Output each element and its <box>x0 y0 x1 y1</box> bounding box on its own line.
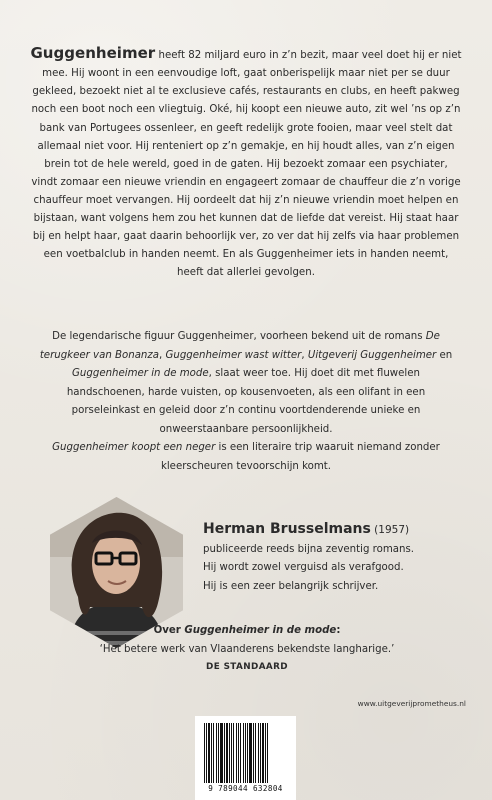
separator: en <box>436 349 453 361</box>
summary-text-1: De legendarische figuur Guggenheimer, voorheen bekend uit de romans <box>52 331 426 343</box>
blurb-paragraph <box>30 44 462 282</box>
blurb-text: heeft 82 miljard euro in z’n bezit, maar veel doet hij er niet mee. Hij woont in een eenvoudige loft, gaat onberispelijk maar niet per se duur gekleed, bezoekt niet al te exclusieve cafés, restaurants en clubs, en heeft pakweg noch een boot noch een vliegtuig. Oké, hij koopt een nieuwe auto, zit wel ’ns op z’n bank van Portugees ossenleer, en geeft redelijk grote fooien, maar veel stelt dat allemaal niet voor. Hij renteniert op z’n gemakje, en hij houdt alles, van z’n eigen brein tot de hele wereld, goed in de gaten. Hij bezoekt zomaar een psychiater, vindt zomaar een nieuwe vriendin en engageert zomaar de chauffeur die z’n vorige chauffeur moet vervangen. Hij oordeelt dat hij z’n nieuwe vriendin moet helpen en bijstaan, want volgens hem zou het kunnen dat de liefde dat vereist. Hij staat haar bij en helpt haar, gaat daarin behoorlijk ver, zo ver dat hij zelfs via haar problemen een voetbalclub in handen neemt. En als Guggenheimer iets in handen neemt, heeft dat allerlei gevolgen. <box>31 50 462 279</box>
barcode-bar <box>268 723 269 783</box>
summary-text-2: , slaat weer toe. Hij doet dit met fluwelen handschoenen, harde vuisten, op kousenvoeten, als een olifant in een porseleinkast en geleid door z’n continu voortdenderende unieke en onweerstaanbare persoonlijkheid. <box>66 368 426 435</box>
title-wast-witter: Guggenheimer wast witter <box>165 349 302 361</box>
title-current-book: Guggenheimer koopt een neger <box>52 442 216 454</box>
barcode <box>195 716 296 800</box>
author-bio-line: Hij wordt zowel verguisd als verafgood. <box>203 562 404 573</box>
review-quote: ‘Het betere werk van Vlaanderens bekendste langharige.’ <box>99 643 395 655</box>
author-bio-line: Hij is een zeer belangrijk schrijver. <box>203 580 379 592</box>
title-in-de-mode: Guggenheimer in de mode <box>72 368 209 380</box>
blurb-lead-word: Guggenheimer <box>30 44 156 63</box>
title-bonanza: De terugkeer van Bonanza <box>39 331 440 361</box>
author-bio <box>203 520 463 596</box>
summary-paragraph <box>34 328 458 476</box>
review-heading-colon: : <box>336 625 341 636</box>
barcode-bars <box>204 723 290 783</box>
author-name: Herman Brusselmans <box>203 521 371 537</box>
publisher-website[interactable]: www.uitgeverijprometheus.nl <box>357 699 466 708</box>
review-book-title: Guggenheimer in de mode <box>184 625 337 636</box>
summary-text-3: is een literaire trip waaruit niemand zonder kleerscheuren tevoorschijn komt. <box>160 442 440 472</box>
review-source: DE STANDAARD <box>206 662 288 672</box>
author-bio-line: publiceerde reeds bijna zeventig romans. <box>203 543 415 555</box>
review-heading <box>80 622 414 641</box>
barcode-digits: 9 789044 632804 <box>208 784 283 793</box>
author-birth-year: (1957) <box>370 524 410 536</box>
review-heading-prefix: Over <box>153 625 185 636</box>
review-block <box>80 622 414 673</box>
separator: , <box>158 349 166 361</box>
separator: , <box>301 349 308 361</box>
title-uitgeverij: Uitgeverij Guggenheimer <box>307 349 437 361</box>
